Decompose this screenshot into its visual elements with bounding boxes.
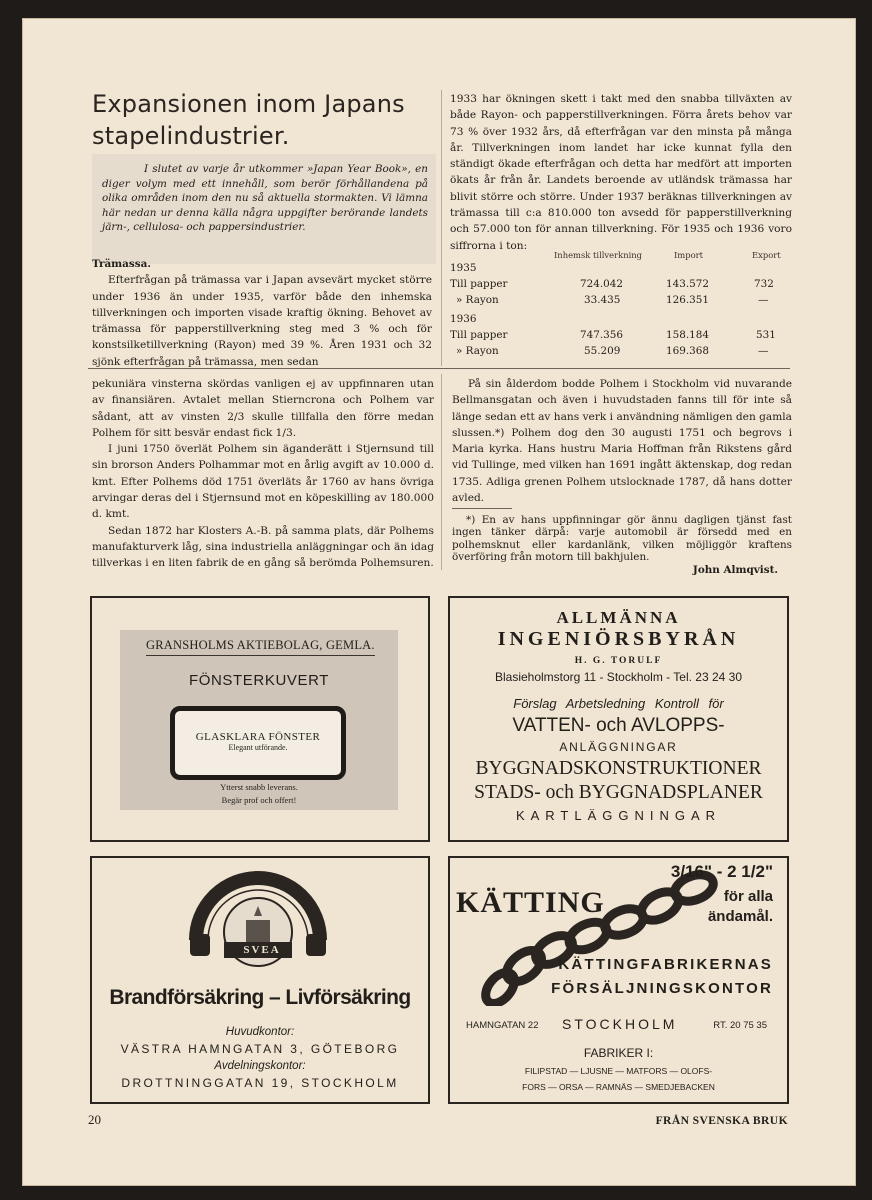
cell-import: 169.368 xyxy=(666,345,709,357)
svea-branch-address: DROTTNINGGATAN 19, STOCKHOLM xyxy=(121,1076,399,1090)
table-row xyxy=(450,313,792,329)
magazine-page xyxy=(22,18,856,1186)
katting-factories-label: FABRIKER I: xyxy=(583,1046,654,1060)
cell-import: 126.351 xyxy=(666,294,709,306)
ad-gransholm-panel xyxy=(120,630,398,810)
window-title: GLASKLARA FÖNSTER xyxy=(195,731,321,743)
row-label: » Rayon xyxy=(456,294,499,306)
polhem-paragraph: I juni 1750 överlät Polhem sin äganderätt i Stjernsund till sin brorson Anders Polhammar mot en årlig avgift av 10.000 d. kmt. Efter Polhems död 1751 överläts år 1760 av hans övriga arvingar deras del i Stjernsund mot en köpeskilling av 180.000 d. kmt. xyxy=(92,443,434,521)
ad-service-line: ANLÄGGNINGAR xyxy=(559,740,678,754)
katting-phone: RT. 20 75 35 xyxy=(713,1020,767,1031)
cell-export: 531 xyxy=(756,329,776,341)
ad-line: Begär prof och offert! xyxy=(221,795,297,805)
author-signature: John Almqvist. xyxy=(692,564,778,576)
article-title xyxy=(92,88,442,152)
article-paragraph: Efterfrågan på trämassa var i Japan avsevärt mycket större under 1936 än under 1935, varför både den inhemska tillverkningen och importen visade kraftig ökning. Behovet av trämassa för papperstillverkning steg med 3 % och för konstsilketillverkning (Rayon) med 39 %. Åren 1931 och 32 sjönk efterfrågan på trämassa, men sedan xyxy=(92,274,432,368)
polhem-column-right xyxy=(452,376,792,506)
ad-line: Ytterst snabb leverans. xyxy=(220,782,298,792)
svea-branch-label: Avdelningskontor: xyxy=(214,1060,306,1072)
katting-company: KÄTTINGFABRIKERNAS xyxy=(558,956,773,973)
cell-export: 732 xyxy=(754,278,774,290)
section-divider xyxy=(88,368,790,369)
section-subhead: Trämassa. xyxy=(92,258,151,270)
cell-domestic: 747.356 xyxy=(580,329,623,341)
ad-heading: ALLMÄNNA xyxy=(556,608,681,627)
article-column-left xyxy=(92,256,432,370)
advertisement-gransholm xyxy=(90,596,430,842)
ad-address: Blasieholmstorg 11 - Stockholm - Tel. 23 24 30 xyxy=(494,670,742,684)
advertisement-ingenjorsbyran xyxy=(448,596,789,842)
katting-company: FÖRSÄLJNINGSKONTOR xyxy=(551,980,773,997)
row-label: 1935 xyxy=(450,262,477,274)
ad-service-line: KARTLÄGGNINGAR xyxy=(515,808,722,823)
katting-city: STOCKHOLM xyxy=(562,1016,678,1032)
svea-headline: Brandförsäkring – Livförsäkring xyxy=(109,986,411,1009)
footnote-rule xyxy=(452,508,512,509)
cell-export: — xyxy=(758,294,769,306)
katting-size: 3/16" - 2 1/2" xyxy=(670,862,773,881)
article-column-right xyxy=(450,91,792,254)
polhem-paragraph: pekuniära vinsterna skördas vanligen ej av uppfinnaren utan av finansiären. Avtalet mellan Stierncrona och Polhem var sådant, att av vinsten 2/3 skulle tillfalla den förre medan Polhem för sitt besvär endast fick 1/3. xyxy=(92,378,434,439)
svea-hq-address: VÄSTRA HAMNGATAN 3, GÖTEBORG xyxy=(120,1042,400,1056)
table-row xyxy=(450,329,792,345)
column-divider xyxy=(441,90,442,366)
cell-domestic: 724.042 xyxy=(580,278,623,290)
table-header-domestic: Inhemsk tillverkning xyxy=(554,250,643,260)
ad-owner: H. G. TORULF xyxy=(574,656,663,666)
article-intro xyxy=(92,154,436,264)
ad-service-line: BYGGNADSKONSTRUKTIONER xyxy=(475,758,762,779)
column-divider xyxy=(441,374,442,570)
ad-company-name: GRANSHOLMS AKTIEBOLAG, GEMLA. xyxy=(146,638,375,656)
katting-tagline: ändamål. xyxy=(707,908,773,925)
ad-service-line: STADS- och BYGGNADSPLANER xyxy=(474,782,763,803)
ad-services: Förslag Arbetsledning Kontroll för xyxy=(513,696,724,711)
katting-street: HAMNGATAN 22 xyxy=(466,1020,539,1031)
envelope-window-graphic xyxy=(170,706,346,780)
window-subtitle: Elegant utförande. xyxy=(228,743,288,752)
svea-hq-label: Huvudkontor: xyxy=(225,1026,295,1038)
table-row xyxy=(450,262,792,278)
publication-name: FRÅN SVENSKA BRUK xyxy=(655,1114,788,1127)
article-paragraph: 1933 har ökningen skett i takt med den snabba tillväxten av både Rayon- och papperstillverkningen. Förra årets behov var 73 % över 1932 års, då efterfrågan var den minsta på många år. Tillverkningen inom landet har icke kunnat fylla den ständigt ökade efterfrågan och detta har medfört att importen ökats år från år. Landets beroende av utländsk trämassa har blivit större och större. Under 1937 beräknas tillverkningen av trämassa till c:a 810.000 ton avsedd för papperstillverkning och 57.000 ton för annan tillverkning. För 1935 och 1936 voro siffrorna i ton: xyxy=(450,93,792,252)
polhem-paragraph: Sedan 1872 har Klosters A.-B. på samma plats, där Polhems manufakturverk låg, sina industriella anläggningar och än idag tillverkas i en liten fabrik de en gång så berömda Polhemsuren. xyxy=(92,524,434,570)
cell-domestic: 33.435 xyxy=(584,294,621,306)
row-label: 1936 xyxy=(450,313,477,325)
katting-title: KÄTTING xyxy=(456,886,605,919)
table-header-export: Export xyxy=(752,250,781,260)
katting-factories: FILIPSTAD — LJUSNE — MATFORS — OLOFS- xyxy=(524,1066,713,1076)
article-intro-text: I slutet av varje år utkommer »Japan Year Book», en diger volym med ett innehåll, som berör förhållandena på olika områden inom den nu så aktuella stormakten. Vi lämna här nedan ur denna källa några uppgifter berörande landets järn-, cellulosa- och pappersindustrier. xyxy=(102,163,428,234)
ad-product-name: FÖNSTERKUVERT xyxy=(188,672,330,689)
page-number: 20 xyxy=(88,1112,101,1127)
cell-export: — xyxy=(758,345,769,357)
ad-service-line: VATTEN- och AVLOPPS- xyxy=(512,715,725,736)
advertisement-katting xyxy=(448,856,789,1104)
table-header-import: Import xyxy=(674,250,704,260)
article-title-line2: stapelindustrier. xyxy=(92,122,290,150)
table-row xyxy=(450,345,792,361)
cell-domestic: 55.209 xyxy=(584,345,621,357)
row-label: » Rayon xyxy=(456,345,499,357)
article-title-line1: Expansionen inom Japans xyxy=(92,90,405,118)
katting-factories: FORS — ORSA — RAMNÄS — SMEDJEBACKEN xyxy=(522,1082,715,1092)
footnote: *) En av hans uppfinningar gör ännu dagligen tjänst fast ingen tänker därpå: varje automobil är försedd med en polhemsknut eller kardanlänk, vilken möjliggör kraftens överföring från motorn till bakhjulen. xyxy=(452,514,792,564)
advertisement-svea xyxy=(90,856,430,1104)
row-label: Till papper xyxy=(450,329,508,341)
polhem-column-left xyxy=(92,376,434,572)
polhem-paragraph: På sin ålderdom bodde Polhem i Stockholm vid nuvarande Bellmansgatan och även i huvudstaden fanns till för inte så länge sedan ett av hans verk i användning nämligen den gamla slussen.*) Polhem dog den 30 augusti 1751 och begrovs i Maria kyrka. Hans hustru Maria Hoffman från Rikstens gård vid Tullinge, med vilken han 1691 ingått äktenskap, dog redan 1735. Adliga grenen Polhem utslocknade 1787, då hans dotter avled. xyxy=(452,378,792,505)
ad-heading-large: INGENIÖRSBYRÅN xyxy=(497,628,740,650)
table-row xyxy=(450,294,792,310)
table-row xyxy=(450,278,792,294)
katting-tagline: för alla xyxy=(723,888,773,905)
svea-seal-name: SVEA xyxy=(243,944,281,956)
cell-import: 158.184 xyxy=(666,329,709,341)
row-label: Till papper xyxy=(450,278,508,290)
cell-import: 143.572 xyxy=(666,278,709,290)
